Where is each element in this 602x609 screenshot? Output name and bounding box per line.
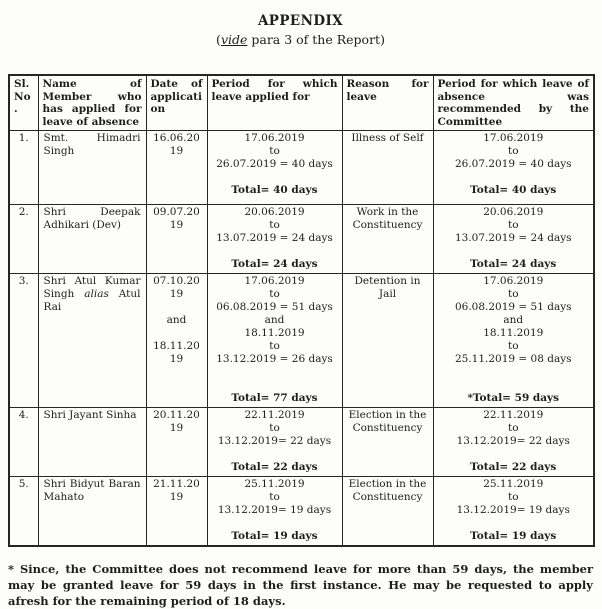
cell-line xyxy=(438,379,590,392)
name-alias-italic: alias xyxy=(84,288,109,300)
cell-line: 13.07.2019 = 24 days xyxy=(216,232,333,244)
cell-line: 20.11.2019 xyxy=(153,409,200,434)
cell-line: 25.11.2019 xyxy=(244,478,305,490)
table-row xyxy=(9,131,594,205)
table-row xyxy=(9,205,594,274)
cell-application-date xyxy=(146,408,207,477)
cell-sl-no: 3. xyxy=(9,274,38,408)
cell-line: to xyxy=(507,219,519,231)
cell-line xyxy=(212,245,338,258)
cell-line: 20.06.2019 xyxy=(483,206,544,218)
cell-line: 22.11.2019 xyxy=(483,409,544,421)
cell-line: Work in the xyxy=(356,206,419,218)
cell-line: 07.10.2019 xyxy=(153,275,200,300)
cell-period-applied xyxy=(207,477,342,547)
cell-reason xyxy=(342,408,433,477)
page-title: APPENDIX xyxy=(257,13,344,29)
cell-line: 21.11.2019 xyxy=(153,478,200,503)
cell-line xyxy=(151,327,203,340)
cell-line: Election in the xyxy=(348,478,427,490)
cell-period-applied xyxy=(207,205,342,274)
cell-application-date xyxy=(146,205,207,274)
col-header-period-applied: Period for which leave applied for xyxy=(207,75,342,131)
cell-line: to xyxy=(269,219,280,231)
cell-period-recommended xyxy=(433,205,594,274)
subtitle-rest: para 3 of the Report) xyxy=(247,32,385,47)
cell-total-line: Total= 22 days xyxy=(231,461,318,473)
cell-line: to xyxy=(507,491,519,503)
cell-period-recommended xyxy=(433,477,594,547)
cell-line: Constituency xyxy=(352,422,423,434)
cell-total-line: Total= 24 days xyxy=(231,258,318,270)
table-row xyxy=(9,477,594,547)
cell-sl-no: 2. xyxy=(9,205,38,274)
cell-total-line: Total= 40 days xyxy=(231,184,318,196)
cell-period-applied xyxy=(207,131,342,205)
cell-line: Constituency xyxy=(352,491,423,503)
cell-member-name: Shri Atul Kumar Singh alias Atul Rai xyxy=(38,274,146,408)
cell-member-name: Shri Deepak Adhikari (Dev) xyxy=(38,205,146,274)
cell-line xyxy=(212,379,338,392)
cell-total-line: Total= 19 days xyxy=(231,530,318,542)
cell-application-date xyxy=(146,477,207,547)
cell-line: 22.11.2019 xyxy=(244,409,305,421)
cell-line xyxy=(438,171,590,184)
cell-line: to xyxy=(507,422,519,434)
cell-reason xyxy=(342,274,433,408)
cell-line: 26.07.2019 = 40 days xyxy=(216,158,333,170)
cell-total-line: Total= 77 days xyxy=(231,392,318,404)
cell-line xyxy=(212,517,338,530)
cell-period-applied xyxy=(207,408,342,477)
cell-line: 17.06.2019 xyxy=(244,275,305,287)
cell-line: 25.11.2019 = 08 days xyxy=(454,353,572,365)
cell-line: 17.06.2019 xyxy=(244,132,305,144)
cell-period-recommended xyxy=(433,131,594,205)
cell-application-date xyxy=(146,131,207,205)
cell-total-line: Total= 40 days xyxy=(470,184,557,196)
subtitle-open-paren: ( xyxy=(216,32,221,47)
col-header-reason: Reason for leave xyxy=(342,75,433,131)
cell-line: 16.06.2019 xyxy=(153,132,200,157)
cell-total-line: Total= 22 days xyxy=(470,461,557,473)
cell-line xyxy=(438,366,590,379)
cell-member-name: Smt. Himadri Singh xyxy=(38,131,146,205)
cell-line: to xyxy=(269,422,280,434)
col-header-application-date: Date of application xyxy=(146,75,207,131)
cell-line: and xyxy=(264,314,285,326)
cell-application-date xyxy=(146,274,207,408)
cell-member-name: Shri Jayant Sinha xyxy=(38,408,146,477)
cell-total-line: Total= 19 days xyxy=(470,530,557,542)
cell-line: 13.12.2019= 19 days xyxy=(456,504,570,516)
table-row xyxy=(9,274,594,408)
cell-line: 18.11.2019 xyxy=(153,340,200,365)
cell-line: to xyxy=(269,288,280,300)
cell-line: to xyxy=(507,145,519,157)
cell-period-recommended xyxy=(433,408,594,477)
cell-line: 20.06.2019 xyxy=(244,206,305,218)
cell-line: 13.12.2019= 22 days xyxy=(456,435,570,447)
table-body xyxy=(9,131,594,547)
cell-line: 26.07.2019 = 40 days xyxy=(454,158,572,170)
cell-reason xyxy=(342,477,433,547)
cell-sl-no: 1. xyxy=(9,131,38,205)
col-header-member-name: Name of Member who has applied for leave of absence xyxy=(38,75,146,131)
subtitle-vide: vide xyxy=(220,32,248,47)
cell-line: 18.11.2019 xyxy=(483,327,544,339)
cell-line: to xyxy=(507,340,519,352)
cell-line: Election in the xyxy=(348,409,427,421)
cell-line: 17.06.2019 xyxy=(483,275,544,287)
leave-of-absence-table xyxy=(8,74,595,547)
cell-line xyxy=(212,171,338,184)
cell-line xyxy=(438,448,590,461)
cell-line: and xyxy=(503,314,524,326)
cell-line: 13.07.2019 = 24 days xyxy=(454,232,572,244)
cell-line xyxy=(212,366,338,379)
cell-line xyxy=(151,301,203,314)
cell-period-applied xyxy=(207,274,342,408)
cell-line: to xyxy=(269,145,280,157)
cell-member-name: Shri Bidyut Baran Mahato xyxy=(38,477,146,547)
cell-period-recommended xyxy=(433,274,594,408)
cell-line: and xyxy=(166,314,187,326)
cell-line xyxy=(212,448,338,461)
cell-line xyxy=(438,517,590,530)
page-subtitle xyxy=(8,32,593,47)
cell-total-line: *Total= 59 days xyxy=(467,392,560,404)
cell-line: 25.11.2019 xyxy=(483,478,544,490)
cell-reason xyxy=(342,131,433,205)
cell-sl-no: 4. xyxy=(9,408,38,477)
cell-line: Detention in xyxy=(354,275,421,287)
cell-line: to xyxy=(269,340,280,352)
cell-line: 13.12.2019= 22 days xyxy=(217,435,332,447)
cell-line: to xyxy=(269,491,280,503)
cell-line: Illness of Self xyxy=(351,132,424,144)
cell-reason xyxy=(342,205,433,274)
cell-line: 17.06.2019 xyxy=(483,132,544,144)
cell-line: Constituency xyxy=(352,219,423,231)
cell-line: 06.08.2019 = 51 days xyxy=(216,301,333,313)
cell-line: to xyxy=(507,288,519,300)
col-header-period-recommended: Period for which leave of absence was recommended by the Committee xyxy=(433,75,594,131)
committee-footnote: * Since, the Committee does not recommend leave for more than 59 days, the member may be granted leave for 59 days in the first instance. He may be requested to apply afresh for the remaining period of 18 days. xyxy=(8,562,593,608)
cell-sl-no: 5. xyxy=(9,477,38,547)
cell-line: 09.07.2019 xyxy=(153,206,200,231)
table-header-row xyxy=(9,75,594,131)
cell-line: 13.12.2019= 19 days xyxy=(217,504,332,516)
cell-line: 06.08.2019 = 51 days xyxy=(454,301,572,313)
table-row xyxy=(9,408,594,477)
cell-line: 18.11.2019 xyxy=(244,327,305,339)
cell-line xyxy=(438,245,590,258)
cell-line: Jail xyxy=(378,288,397,300)
col-header-sl-no: Sl. No. xyxy=(9,75,38,131)
cell-line: 13.12.2019 = 26 days xyxy=(216,353,333,365)
table-header xyxy=(9,75,594,131)
cell-total-line: Total= 24 days xyxy=(470,258,557,270)
